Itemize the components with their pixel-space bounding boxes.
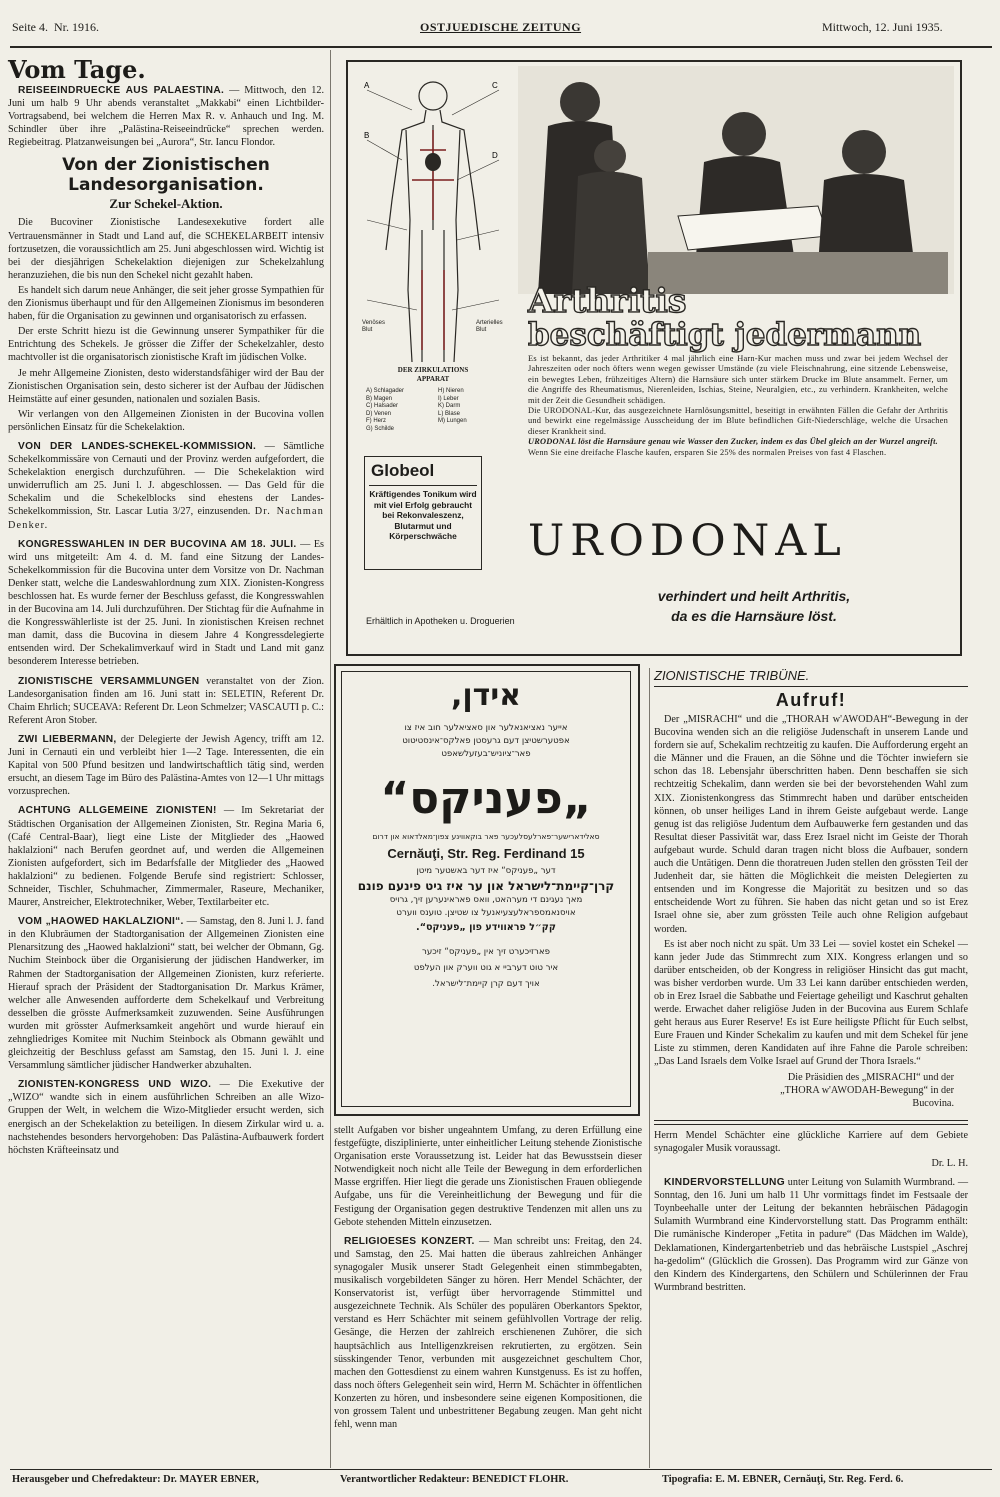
page-number: Seite 4. Nr. 1916. [12,20,99,34]
men-illustration [518,66,954,294]
article-versammlungen: ZIONISTISCHE VERSAMMLUNGEN veranstaltet von der Zion. Landesorganisation finden am 16. Juni statt in: SELETIN, Referent Dr. Chaim Ehrlich; SUCEAVA: Referent Dr. Leon Schmelzer; VASCAUTI p. C.: Referent Aron Stober. [8,675,325,726]
diagram-title: DER ZIRKULATIONS APPARAT [397,366,469,383]
article-kongresswahlen: KONGRESSWAHLEN IN DER BUCOVINA AM 18. JULI. — Es wird uns mitgeteilt: Am 4. d. M. fand eine Sitzung der Landes-Schekelkommission für die Bucovina unter dem Vorsitze von Dr. Nachman Denker statt, welche die Landeswahlordnung zum XIX. Zionisten-Kongress beschlossen hat. Es wurde ferner der Beschluss gefasst, die Kongresswahlen in der Bucovina am 14. Juli durchzuführen. Der Stichtag für die Aufnahme in die Kongresswählerliste ist der 25. Juni. In zionistischen Kreisen rechnet man damit, dass die Bucovina in diesem Jahre 4 Kongressdelegierte entsenden wird. Der Schekalimverkauf wird in Stadt und Land mit ganz besonderem Interesse betrieben. [8,538,325,668]
article-reiseeindruecke: REISEEINDRUECKE AUS PALAESTINA. — Mittwoch, den 12. Juni um halb 9 Uhr abends veranstaltet „Makkabi“ einen Lichtbilder-Vortragsabend, bei welchem die Herren Max R. v. Anhauch und Ing. M. Schindler über ihre „Palästina-Reiseeindrücke“ sprechen werden. Regiebeitrag. Platzanweisungen bei „Aurora“, Str. Iancu Flondor. [8,85,325,149]
aufruf-signature: Die Präsidien des „MISRACHI“ und der „THORA w'AWODAH-Bewegung“ in der Bucovina. [780,1071,954,1109]
section-title: ZIONISTISCHE TRIBÜNE. [654,668,968,687]
article-title: Landesorganisation. [68,175,264,196]
footer-publisher: Herausgeber und Chefredakteur: Dr. MAYER EBNER, [12,1474,259,1485]
urodonal-advertisement [346,60,962,656]
article-subtitle: Zur Schekel-Aktion. [109,196,223,212]
paragraph: Der erste Schritt hiezu ist die Gewinnung unserer Sympathiker für die Entrichtung des Schekels. Je grösser die Ziffer der Schekelzahler, desto machtvoller ist die organisatorisch zionistische Kraft im jüdischen Volke. [8,326,324,364]
left-column [8,56,324,1159]
price-note: Wenn Sie eine dreifache Flasche kaufen, ersparen Sie 25% des normalen Preises von fast 4 Flaschen. [528,447,887,457]
article-kindervorstellung: KINDERVORSTELLUNG unter Leitung von Sulamith Wurmbrand. — Sonntag, den 16. Juni um halb 11 Uhr vormittags findet im Festsaale der Toynbeehalle unter der Leitung der bekannten hebräischen Pädagogin Sulamith Wurmbrand eine Kindervorstellung statt. Das Programm enthält: Die rumänische Kinderoper „Fetita in padure“ (Das Mädchen im Walde), Deklamationen, Kindergartenbetrieb und das hebräische Lustspiel „Aschrej ha-gedolim“ (Glücklich die Grossen). Das Programm wird zur Gänze von den Kindern des Kindergartens, den Schülern und Schülerinnen der Frau Wurmbrand bestritten. [654,1177,969,1293]
phoenix-name: „פעניקס“ [380,773,592,824]
phoenix-address: Cernăuţi, Str. Reg. Ferdinand 15 [387,846,585,861]
footer-printer: Tipografia: E. M. EBNER, Cernăuţi, Str. Reg. Ferd. 6. [662,1474,904,1485]
notice-text: Herrn Mendel Schächter eine glückliche Karriere auf dem Gebiete synagogaler Musik voraussagt. [654,1129,968,1154]
section-divider [654,1120,968,1125]
globeol-title: Globeol [371,461,435,480]
article-wizo: ZIONISTEN-KONGRESS UND WIZO. — Die Exekutive der „WIZO“ wandte sich in einem ausführlichen Schreiben an alle Wizo-Gruppen der Welt, in welchem die Wizo-Mitglieder ersucht werden, sich energisch an der Schekelaktion zu beteiligen. In diesem Zirkular wird u. a. nachstehendes besonders hervorgehoben: Das Palästina-Aufbauwerk fordert höchsten Kräfteeinsatz und [8,1079,325,1156]
wizo-continuation: stellt Aufgaben vor bisher ungeahntem Umfang, zu deren Erfüllung eine festgefügte, disziplinierte, unter einheitlicher Leitung stehende Zionistische Organisation erste Voraussetzung ist. Leider hat das Bewusstsein dieser Notwendigkeit noch nicht alle Teile der Bewegung in dem erforderlichen Masse ergriffen. Hier liegt die gerade uns Zionistischen Frauen obliegende Aufgabe, uns für die Vereinheitlichung der Bewegung und für die Festigung der Organisation gegen destruktive Tendenzen mit allen uns zu Gebote stehenden Mitteln einzusetzen. [334,1125,642,1228]
section-title: Vom Tage. [8,55,146,84]
paragraph: Die Bucoviner Zionistische Landesexekutive fordert alle Vertrauensmänner in Stadt und Land auf, die SCHEKELARBEIT intensiv fortzusetzen, die voraussichtlich am 25. Juni abgeschlossen wird. Wichtig ist bei der diesjährigen Schekelaktion diejenigen zur Schekelzahlung heranzuziehen, die bis nun den Schekel nicht gezahlt haben. [8,217,324,281]
issue-number: Nr. 1916. [54,20,99,34]
right-column [654,668,968,1296]
pharmacy-note: Erhältlich in Apotheken u. Droguerien [366,616,515,626]
phoenix-inner-frame: אידן, אייער נאציאנאלער און סאציאלער חוב איז צו אפטערשטיצן דעם גרעסטן פאלקס־אינסטיטוט פאר־ציוניש־בעזעלשאפט „פעניקס“ סאלידארישער־פארלעסלעכער פאר בוקאווינע צפון־מאלדאוא און דרום Cernăuţi, Str. Reg. Ferdinand 15 דער „פעניקס“ איז דער באשטער מיטן קרן־קיימת־לישראל און ער איז גיט פינעם פונם מאך נעגינם די מערהאט, וואס פאראינערען זיך, גרויס אויסנאמספראלעצעיאנעל צו שטיצן. טוענס ווערט קק״ל פראווידע פון „פעניקס“. פארזיכערט זיך אין „פעניקס“ זיכער איר טוט דערביי א גוט ווערק און העלפט אויך דעם קרן קיימת־לישראל. [341,671,631,1107]
article-schekel-kommission: VON DER LANDES-SCHEKEL-KOMMISSION. — Sämtliche Schekelkommissäre von Cernauti und der Provinz werden aufgefordert, die Schekelaktion energisch durchzuführen. — Die Schekelaktion wird unwiderruflich am 25. Juni l. J. abgeschlossen. — Das Geld für die Schekalim und die Schekelblocks sind ehestens der Landes-Schekelkommission, Str. Lascar Lutia 3/27, einzusenden. Dr. Nachman Denker. [8,440,325,531]
yiddish-title: אידן, [450,678,521,713]
article-religioeses-konzert: RELIGIOESES KONZERT. — Man schreibt uns: Freitag, den 24. und Samstag, den 25. Mai hatten die überaus zahlreichen Anhänger synagogaler Musik unserer Stadt Gelegenheit einen stimmbegabten, musikalisch vorgebildeten Sänger zu hören. Herr Mendel Schächter, der Konservatorist ist, verfügt über hervorragende Stimmittel und ausgezeichnete Technik. Als Schüler des populären Oberkantors Spektor, verstand es Herr Schächter mit seinem gefühlvollen Vortrage der relig. Gesänge, die Herzen der zahlreich erschienenen Zuhörer, die sich hauptsächlich aus Intelligenzkreisen rekrutierten, zu ergötzen. Sein süsskingender Tenor, verbunden mit ausgezeichnet geschultem Chor, machen den Gottesdienst zu einem wahren Kunstgenuss. Es ist zu hoffen, dass noch öfters Gelegenheit sein wird, Herrn M. Schächter in öffentlichen Konzerten zu hören, und insbesondere seine eigenen Kompositionen, die von grossem Talent und unbestrittener Begabung zeugen. Man geht nicht fehl, wenn man [334,1235,642,1431]
diagram-legend: A) Schlagader B) Magen C) Halsader D) Venen F) Herz G) Schilde H) Nieren I) Leber K) Darm L) Blase M) Lungen [366,388,467,432]
header-rule [10,46,992,48]
article-title: Von der Zionistischen [62,155,270,176]
paragraph: Je mehr Allgemeine Zionisten, desto widerstandsfähiger wird der Bau der Zionistischen Organisation sein, desto sicherer ist der Aufbau der Jüdischen Heimstätte auf einer gesunden, nationalen und sozialen Basis. [8,367,324,405]
paragraph: Es ist aber noch nicht zu spät. Um 33 Lei — soviel kostet ein Schekel — kann jeder Jude das Stimmrecht zum XIX. Kongress erlangen und so darüber entscheiden, ob der Kongress in religiöser Hinsicht das gut macht, was bisher verdorben wurde. Um 33 Lei kann darüber entschieden werden, ob in Erez Israel die Sabbathe und Feiertage geheiligt und Kaschrut gehalten werde. Erwachet daher religiöse Juden in der Bucovina aus Eurem Schlafe geht heraus aus Eurer Reserve! Es ist Eure heiligste Pflicht für Euch selbst, Eure Frauen und Kinder Schekalim zu kaufen und mit dem Schekel für jene Liste zu stimmen, deren Kandidaten auf ihre Fahne die Parole schreiben: „Das Land Israels dem Volke Israel auf Grund der Thora Israels.“ [654,938,968,1068]
globeol-box [364,456,482,570]
brand-name: URODONAL [528,516,847,566]
middle-column [334,1124,642,1433]
article-title: Aufruf! [775,690,847,710]
svg-text:C: C [492,81,498,90]
masthead: OSTJUEDISCHE ZEITUNG [420,20,582,34]
svg-text:A: A [364,81,370,90]
phoenix-advertisement [334,664,640,1116]
globeol-text: Kräftigendes Tonikum wird mit viel Erfolg gebraucht bei Rekonvaleszenz, Blutarmut und Körperschwäche [369,489,477,542]
footer-editor: Verantwortlicher Redakteur: BENEDICT FLOHR. [340,1474,569,1485]
svg-text:D: D [492,151,498,160]
slogan: verhindert und heilt Arthritis, da es die Harnsäure löst. [657,588,851,624]
issue-date: Mittwoch, 12. Juni 1935. [822,20,943,34]
notice-signature: Dr. L. H. [931,1158,968,1169]
footer-rule [10,1469,992,1470]
article-haowed: VOM „HAOWED HAKLALZIONI“. — Samstag, den 8. Juni l. J. fand in den Klubräumen der Stadtorganisation der Allgemeinen Zionisten eine Plenarsitzung des „Haowed haklalzioni“ statt, bei welcher der Obmann, Gg. Nuchim Steinbock über die Organisierung der jüdischen Handwerker, im Rahmen der Stadtorganisation der Allgemeinen Zionisten, kurz referierte. Hierauf sprach der Präsident der Stadtorganisation Dr. Markus Krämer, welcher alle Anwesenden aufforderte dem Schekelkauf und Verbreitung desselben die grösste Aufmerksamkeit zuzuwenden. Seine Ausführungen wurden mit grösster Aufmerksamkeit angehört und wurde hierauf ein zehngliedriges Komitee mit Nuchim Steinbock als Obmann gewählt und gleichzeitig der Beschluss gefasst am Samstag, den 15. Juni l. J. eine Versammlung sämtlicher jüdischer Handwerker abzuhalten. [8,916,324,1072]
urodonal-claim: URODONAL löst die Harnsäure genau wie Wasser den Zucker, indem es das Übel gleich an der Wurzel angreift. [528,437,938,447]
article-liebermann: ZWI LIEBERMANN, der Delegierte der Jewish Agency, trifft am 12. Juni in Cernauti ein und verbleibt hier 1—2 Tage. Interessenten, die ein Kapital von 500 Pfund besitzen und landwirtschaftlich tätig sind, werden ersucht, an diesem Tage im Büro des Palästina-Amtes von 12—1 Uhr mittags vorzusprechen. [8,733,324,798]
svg-text:B: B [364,131,370,140]
ad-body: Es ist bekannt, das jeder Arthritiker 4 mal jährlich eine Harn-Kur machen muss und zwar bei jedem Wechsel der Jahreszeiten oder noch öfters wenn wegen gewisser Umstände (zu viele Fleischnahrung, eine sitzende Lebensweise, ein bewegtes Leben, frühzeitiges Altern) die Harnsäure sich unter stärkem Drucke im Blute ansammelt. Ferner, um die Angriffe des Rheumatismus, Nierenleiden, Ischias, Steine, Neuralgien, etc., zu verhindern. Krankheiten, welche mit der Zeit die Gesundheit schädigen. Die URODONAL-Kur, das ausgezeichnete Harnlösungsmittel, beseitigt in erwähnten Fällen die Gefahr der Arthritis und bewirkt eine regelmässige Ausscheidung der im Blute befindlichen Gift-Niederschläge, welche die Ursachen dieser Krankheit sind. URODONAL löst die Harnsäure genau wie Wasser den Zucker, indem es das Übel gleich an der Wurzel angreift. Wenn Sie eine dreifache Flasche kaufen, ersparen Sie 25% des normalen Preises von fast 4 Flaschen. [528,354,948,457]
venous-label: Venöses Blut [362,320,386,333]
circulation-diagram [362,70,504,488]
headline: Arthritis beschäftigt jedermann [528,281,922,353]
article-achtung: ACHTUNG ALLGEMEINE ZIONISTEN! — Im Sekretariat der Städtischen Organisation der Allgemeinen Zionisten, Str. Regina Maria 6, (Café Central-Baar), liegt eine Liste der Mitglieder des „Haowed haklalzioni“ nach Berufen geordnet auf, und werden die Allgemeinen Zionisten aufgefordert, sich im Bedarfsfalle der Mitglieder des „Haowed haklalzioni“ zu bedienen. Folgende Berufe sind registriert: Schlosser, Schneider, Tischler, Schuhmacher, Zimmermaler, Raseure, Mechaniker, Maurer, Anstreicher, Elektrotechniker, Weber, Textilarbeiter etc. [8,805,325,909]
arterial-label: Arterielles Blut [476,320,503,333]
column-divider [649,668,650,1468]
paragraph: Der „MISRACHI“ und die „THORAH w'AWODAH“-Bewegung in der Bucovina wenden sich an die religiöse Judenschaft in unserem Lande und fordern sie auf, Schekalim rechtzeitig zu kaufen. Die Aufforderung ergeht an die Männer und die Frauen, an die Söhne und die Töchter inwiefern sie schon das 18. Lebensjahr überschritten haben. Denn beschaffen sie sich rechtzeitig Schekalim, dann werden sie bei der bevorstehenden Wahl zum XIX. Zionistenkongress das Stimmrecht haben und darüber entscheiden können, ob unser heiliges Land in ihrem Geiste aufgebaut werde. Lange genug ist das religiöse Judentum dem Aufbauwerke fern gestanden und das Resultat dieser Passivität war, dass Erez Israel nicht im Geiste der Thorah aufgebaut wurde. Schuld daran tragen nicht bloss die Aufbauer, sondern auch die Untätigen. Denn die thoratreuen Juden stellen den grössten Teil der Judenheit dar, sie hätten die Möglichkeit die meisten Delegierten zu entsenden und im Kongresse die Majorität zu besitzen und so das entscheidende Wort zu führen. Sie haben das nicht getan und so ist Erez Israel ohne sie, aber zum grössten Teile auch ohne Religion aufgebaut worden. [654,714,968,935]
paragraph: Es handelt sich darum neue Anhänger, die seit jeher grosse Sympathien für den Zionismus überhaupt und für den Allgemeinen Zionismus im besonderen haben, für die Organisation zu gewinnen und organisatorisch zu erfassen. [8,284,324,323]
column-divider [330,50,331,1468]
paragraph: Wir verlangen von den Allgemeinen Zionisten in der Bucovina vollen persönlichen Einsatz für die Schekelaktion. [8,408,324,433]
